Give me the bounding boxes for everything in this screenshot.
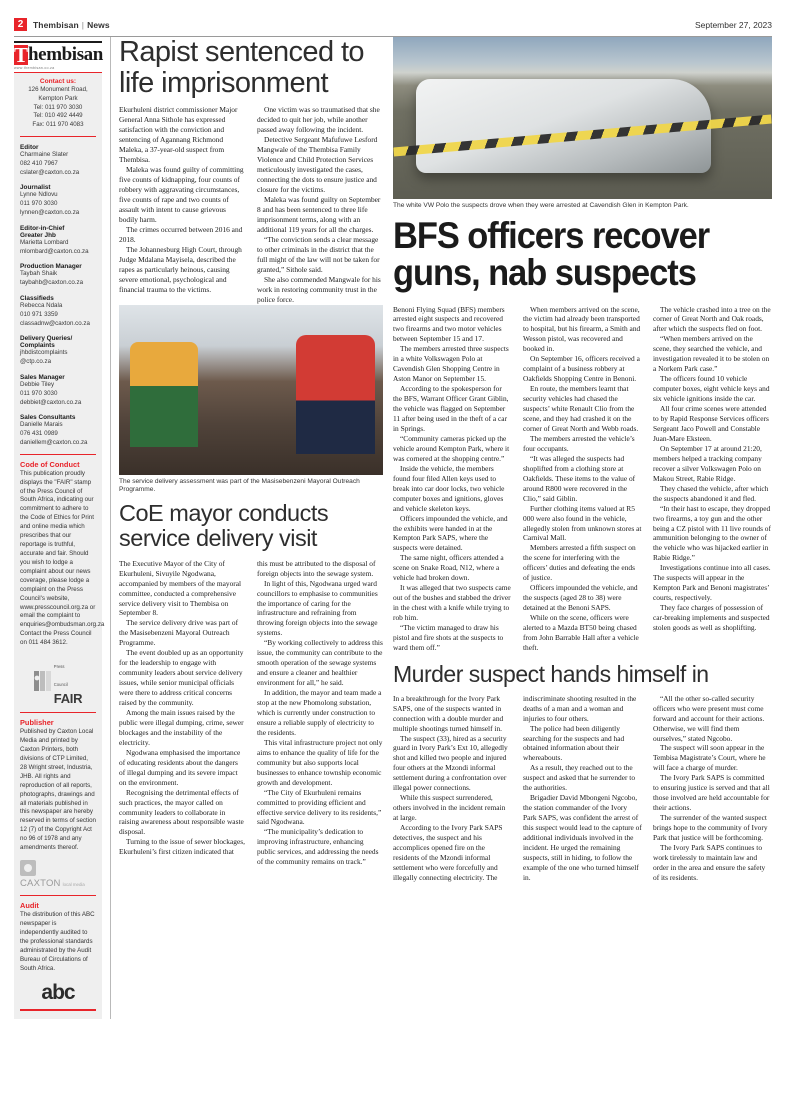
article-paragraph: They face charges of possession of car-breaking implements and suspected stolen goods as well as shoplifting.: [653, 603, 770, 633]
publisher-block: [20, 718, 96, 853]
page-number-badge: 2: [14, 18, 27, 31]
staff-entry: [20, 295, 96, 328]
staff-detail: jhbdistcomplaints: [20, 349, 68, 357]
article-rapist-headline: [119, 37, 383, 98]
rail-divider-2: [20, 454, 96, 455]
article-paragraph: The service delivery drive was part of the Masisebenzeni Mayoral Outreach Programme.: [119, 618, 239, 648]
article-paragraph: Inside the vehicle, the members found four filed Allen keys used to break into car door locks, two vehicle computer boxes and ignitions, gloves and vehicle skeleton keys.: [393, 463, 505, 513]
masthead-url: www.thembisan.co.za: [14, 66, 55, 70]
press-council-line2: Council: [53, 682, 68, 688]
masthead-rail: [14, 37, 110, 1019]
article-paragraph: While on the scene, officers were alerted to a Mazda BT50 being chased from John Barrable Hall after a vehicle theft.: [523, 613, 639, 652]
publisher-body: Published by Caxton Local Media and printed by Caxton Printers, both divisions of CTP Limited, 28 Wright street, Industria, JHB. All rights and reproduction of all reports, photographs, drawings and all materials published in this newspaper are hereby reserved in terms of section 12 (7) of the Copyright Act no 96 of 1978 and any amendments thereof.: [20, 728, 96, 852]
issue-date: September 27, 2023: [694, 19, 772, 30]
headline-line-1: Rapist sentenced to: [119, 36, 364, 68]
article-rapist: [119, 37, 383, 305]
article-paragraph: Investigations continue into all cases. The suspects will appear in the Kempton Park and Benoni magistrates’ courts, respectively.: [653, 563, 771, 603]
staff-detail: daniellem@caxton.co.za: [20, 438, 88, 446]
staff-detail: Marietta Lombard: [20, 238, 69, 246]
article-paragraph: Ngodwana emphasised the importance of educating residents about the dangers of illegal dumping and its severe impact on the environment.: [119, 747, 241, 787]
masthead-wordmark: hembisan: [28, 44, 103, 65]
article-paragraph: “By working collectively to address this issue, the community can contribute to the smooth operation of the sewage systems and ensure a cleaner and healthier environment for all,” he said.: [257, 638, 383, 688]
masthead-logo: [14, 37, 102, 73]
article-paragraph: The event doubled up as an opportunity for the leadership to engage with community leaders about service delivery issues, while senior municipal officials were there to address critical concerns raised by the community.: [119, 648, 244, 708]
code-of-conduct-heading: Code of Conduct: [20, 459, 80, 469]
audit-body: The distribution of this ABC newspaper is independently audited to the professional standards administrated by the Audit Bureau of Circulations of South Africa.: [20, 911, 95, 972]
article-paragraph: According to the spokesperson for the BFS, Warrant Officer Grant Giblin, the vehicle was flagged on September 11 after being used in the theft of a car in Springs.: [393, 384, 509, 433]
article-paragraph: Maleka was found guilty on September 8 and has been sentenced to three life imprisonment terms, along with an additional 119 years for all the charges.: [257, 195, 381, 234]
headline-line-2: life imprisonment: [119, 66, 328, 99]
article-rapist-body: [119, 105, 383, 304]
article-paragraph: It was alleged that two suspects came out of the bushes and stabbed the driver in the chest with a knife while trying to rob him.: [393, 583, 511, 623]
article-paragraph: The suspect will soon appear in the Tembisa Magistrate’s Court, where he will face a charge of murder.: [653, 743, 766, 773]
breadcrumb-section: News: [87, 19, 110, 30]
staff-role: Production Manager: [20, 263, 82, 271]
article-coe-body: [119, 559, 383, 868]
staff-detail: 010 971 3359: [20, 310, 58, 318]
staff-role: Classifieds: [20, 294, 54, 302]
staff-role: Editor: [20, 143, 39, 151]
code-of-conduct-block: [20, 459, 105, 648]
staff-detail: classadnw@caxton.co.za: [20, 319, 90, 327]
code-of-conduct-body: This publication proudly displays the "FAIR" stamp of the Press Council of South Africa, indicating our commitment to adhere to the Code of Ethics for Print and online media which prescribes that our reportage is truthful, accurate and fair. Should you wish to lodge a complaint about our news coverage, please lodge a complaint on the Press Council's website, www.presscouncil.org.za or email the complaint to enquiries@ombudsman.org.za Contact the Press Council on 011 484 3612.: [20, 469, 105, 647]
article-paragraph: Recognising the detrimental effects of such practices, the mayor called on community leaders to collaborate in raising awareness about responsible waste disposal.: [119, 787, 244, 837]
caxton-icon: [20, 860, 36, 876]
article-paragraph: Turning to the issue of sewer blockages, Ekurhuleni’s first citizen indicated that this must be attributed to the disposal of foreign objects into the sewage system.: [119, 558, 376, 857]
page-header: [0, 0, 786, 34]
coe-headline-line-1: CoE mayor conducts: [119, 499, 329, 526]
staff-detail: Rebecca Ndala: [20, 301, 63, 309]
staff-detail: cslater@caxton.co.za: [20, 168, 80, 176]
staff-detail: Debbie Tiley: [20, 380, 55, 388]
article-paragraph: Maleka was found guilty of committing five counts of kidnapping, four counts of robbery with aggravating circumstances, five counts of rape and two counts of assault with intent to cause grievous bodily harm.: [119, 165, 244, 224]
staff-detail: lynnen@caxton.co.za: [20, 208, 80, 216]
fair-stamp-word: FAIR: [53, 691, 83, 707]
staff-detail: 076 431 0989: [20, 430, 58, 438]
top-row: [119, 37, 772, 305]
bfs-headline-line-1: BFS officers recover: [393, 214, 710, 256]
rail-divider-3: [20, 712, 96, 713]
staff-detail: Danielle Marais: [20, 421, 63, 429]
article-paragraph: “Community cameras picked up the vehicle around Kempton Park, where it was cornered at the shopping centre.”: [393, 433, 510, 463]
masthead-initial: T: [14, 43, 29, 67]
article-paragraph: Brigadier David Mbongeni Ngcobo, the station commander of the Ivory Park SAPS, was confident the arrest of this suspect would lead to the capture of additional individuals involved in the incident. He urged the remaining suspects, still in hiding, to follow the example of the one who turned himself in.: [523, 793, 642, 882]
article-paragraph: All four crime scenes were attended to by Rapid Response Services officers Sergeant Jaco Powell and Constable Juan-Mare Eksteen.: [653, 404, 769, 443]
staff-detail: Taybah Shaik: [20, 270, 58, 278]
article-paragraph: Among the main issues raised by the public were illegal dumping, crime, sewer blockages and the instability of the electricity.: [119, 707, 244, 747]
staff-detail: 082 410 7967: [20, 159, 58, 167]
breadcrumb-separator: |: [81, 19, 85, 30]
article-paragraph: The Johannesburg High Court, through Judge Mdalana Mayisela, described the rapes as particularly heinous, causing severe emotional, psychological and financial trauma to the victims.: [119, 244, 242, 294]
article-paragraph: In addition, the mayor and team made a stop at the new Phomolong substation, which is currently under construction to ensure a reliable supply of electricity to the residents.: [257, 688, 382, 737]
article-paragraph: “The City of Ekurhuleni remains committed to providing efficient and effective service delivery to its residents,” said Ngodwana.: [257, 787, 382, 827]
publisher-heading: Publisher: [20, 718, 54, 728]
bfs-headline-line-2: guns, nab suspects: [393, 252, 696, 294]
article-paragraph: When members arrived on the scene, the victim had already been transported to hospital, but his firearm, a Smith and Wesson pistol, was recovered and booked in.: [523, 304, 641, 354]
article-paragraph: “The municipality’s dedication to improving infrastructure, enhancing public services, and addressing the needs of the community remains on track.”: [257, 827, 379, 867]
coe-headline-line-2: service delivery visit: [119, 525, 317, 552]
audit-block: [20, 901, 96, 1004]
caxton-subtitle: local media: [62, 882, 85, 888]
article-paragraph: The surrender of the wanted suspect brings hope to the community of Ivory Park that justice will be forthcoming.: [653, 813, 768, 843]
article-paragraph: The Executive Mayor of the City of Ekurhuleni, Sivuyile Ngodwana, accompanied by members of the mayoral committee, conducted a comprehensive service delivery visit to Thembisa on September 8.: [119, 558, 242, 618]
article-paragraph: “The conviction sends a clear message to other criminals in the district that the full might of the law will not be taken for granted,” Sithole said.: [257, 234, 380, 274]
staff-entry: [20, 335, 96, 367]
article-paragraph: One victim was so traumatised that she decided to quit her job, while another passed away following the incident.: [257, 105, 380, 135]
staff-entry: [20, 225, 96, 257]
outreach-figure: [119, 305, 383, 495]
article-paragraph: En route, the members learnt that security vehicles had chased the suspects’ white Renault Clio from the scene, and they had crashed it on the corner of Great North and Webb roads.: [523, 384, 639, 433]
car-photo-caption: The white VW Polo the suspects drove when they were arrested at Cavendish Glen in Kempton Park.: [393, 202, 689, 209]
article-paragraph: In light of this, Ngodwana urged ward councillors to emphasise to communities the importance of caring for the infrastructure and refraining from throwing foreign objects into the sewage systems.: [257, 578, 378, 638]
press-council-line1: Press: [53, 664, 65, 670]
contact-line: 126 Monument Road,: [28, 86, 88, 93]
header-breadcrumb: [33, 20, 110, 30]
rail-divider-4: [20, 895, 96, 896]
article-paragraph: The same night, officers attended a scene on Snake Road, N12, where a vehicle had broken down.: [393, 553, 504, 583]
contact-line: Kempton Park: [38, 94, 78, 102]
article-paragraph: Members arrested a fifth suspect on the scene for interfering with the officers’ duties and defeating the ends of justice.: [523, 543, 636, 583]
car-figure: [393, 37, 772, 211]
rail-divider-1: [20, 136, 96, 137]
article-paragraph: The members arrested the vehicle’s four occupants.: [523, 433, 635, 453]
article-paragraph: On September 16, officers received a complaint of a business robbery at Oakfields Shopping Centre in Benoni.: [523, 354, 640, 384]
article-paragraph: Ekurhuleni district commissioner Major General Anna Sithole has expressed satisfaction with the conviction and sentencing of Agannang Richmond Maleka, a 37-year-old suspect from Thembisa.: [119, 105, 238, 165]
staff-detail: Lynne Ndlovu: [20, 191, 58, 199]
staff-role: Editor-in-Chief Greater Jhb: [20, 224, 65, 239]
article-paragraph: “It was alleged the suspects had shoplifted from a clothing store at Oakfields. These items to the value of around R800 were recovered in the Clio,” said Giblin.: [523, 453, 636, 503]
article-paragraph: The Ivory Park SAPS continues to work tirelessly to maintain law and order in the area and ensure the safety of its residents.: [653, 843, 766, 882]
article-paragraph: As a result, they reached out to the suspect and asked that he surrender to the authorities.: [523, 763, 636, 793]
article-bfs: [393, 305, 772, 883]
staff-list: [20, 144, 96, 448]
article-murder-body: [393, 694, 772, 883]
article-paragraph: The officers found 10 vehicle computer boxes, eight vehicle keys and six vehicle ignitions inside the car.: [653, 374, 770, 404]
staff-detail: Charmaine Slater: [20, 150, 69, 158]
staff-role: Journalist: [20, 184, 51, 192]
article-coe: [119, 305, 383, 883]
article-paragraph: The crimes occurred between 2016 and 2018.: [119, 224, 243, 244]
contact-line: Tel: 011 970 3030: [33, 103, 83, 111]
article-bfs-headline: [393, 214, 745, 294]
article-paragraph: The Ivory Park SAPS is committed to ensuring justice is served and that all those involved are held accountable for their actions.: [653, 773, 770, 813]
staff-role: Delivery Queries/ Complaints: [20, 335, 73, 350]
article-paragraph: Officers impounded the vehicle, and the exhibits were handed in at the Kempton Park SAPS, where the suspects were detained.: [393, 513, 508, 553]
article-paragraph: She also commended Mangwale for his work in restoring community trust in the police force.: [257, 274, 381, 304]
article-paragraph: Further clothing items valued at R5 000 were also found in the vehicle, allegedly stolen from unknown stores at Carnival Mall.: [523, 503, 642, 543]
contact-line: Tel: 010 492 4449: [33, 112, 83, 120]
press-council-icon: [34, 670, 51, 692]
article-paragraph: According to the Ivory Park SAPS detectives, the suspect and his accomplices opened fire on the residents of the Mzondi informal settlement who were forcefully and illegally connecting electricity. The indiscriminate shooting resulted in the deaths of a man and a woman and injuries to four others.: [393, 693, 637, 882]
photo-block-car: [393, 37, 772, 305]
press-council-fair-logo: [20, 655, 96, 706]
article-paragraph: The police had been diligently searching for the suspects and had obtained information about their whereabouts.: [523, 723, 625, 763]
staff-role: Sales Manager: [20, 373, 65, 381]
article-bfs-body: [393, 305, 772, 653]
middle-row: [119, 305, 772, 883]
contact-block: [20, 78, 96, 130]
staff-detail: taybahb@caxton.co.za: [20, 279, 84, 287]
staff-entry: [20, 414, 96, 447]
main-content: [110, 37, 772, 1019]
contact-line: Fax: 011 970 4083: [32, 121, 84, 129]
article-paragraph: Officers impounded the vehicle, and the suspects (aged 28 to 38) were detained at the Benoni SAPS.: [523, 583, 638, 613]
staff-detail: 011 970 3030: [20, 200, 58, 208]
rail-bottom-rule: [20, 1009, 96, 1011]
article-paragraph: “When members arrived on the scene, they searched the vehicle, and investigation revealed it to be stolen on a Norkem Park case.”: [653, 334, 770, 374]
staff-entry: [20, 144, 96, 177]
article-coe-headline: [119, 501, 383, 552]
staff-detail: 011 970 3030: [20, 389, 58, 397]
abc-logo: abc: [41, 980, 75, 1004]
article-paragraph: This vital infrastructure project not only aims to enhance the quality of life for the community but also supports local businesses to enhance township economic growth and development.: [257, 737, 383, 787]
article-paragraph: The members arrested three suspects in a white Volkswagen Polo at Cavendish Glen Shopping Centre in Aston Manor on September 15.: [393, 344, 509, 384]
staff-entry: [20, 263, 96, 288]
article-paragraph: Benoni Flying Squad (BFS) members arrested eight suspects and recovered two firearms and two motor vehicles between September 15 and 17.: [393, 304, 505, 344]
article-paragraph: In a breakthrough for the Ivory Park SAPS, one of the suspects wanted in connection with a double murder and multiple shootings turned himself in.: [393, 693, 504, 733]
staff-detail: @ctp.co.za: [20, 358, 52, 366]
article-murder-headline: Murder suspect hands himself in: [393, 660, 709, 687]
contact-lines: [20, 86, 96, 130]
caxton-logo: [20, 860, 96, 889]
staff-detail: mlombard@caxton.co.za: [20, 247, 89, 255]
caxton-wordmark: CAXTON: [20, 878, 61, 890]
contact-heading: Contact us:: [39, 78, 77, 85]
press-council-label: [54, 655, 82, 706]
page-content: [0, 37, 786, 1019]
car-photo: [393, 37, 772, 199]
article-paragraph: On September 17 at around 21:20, members helped a tracking company recover a silver Volkswagen Polo on Makou Street, Rabie Ridge.: [653, 443, 762, 483]
staff-entry: [20, 374, 96, 407]
article-paragraph: Detective Sergeant Mafufuwe Lesford Mangwale of the Thembisa Family Violence and Child Protection Services meticulously investigated the cases, connecting the dots to ensure justice and closure for the victims.: [257, 135, 378, 195]
article-paragraph: They chased the vehicle, after which the suspects abandoned it and fled.: [653, 483, 769, 503]
outreach-photo-caption: The service delivery assessment was part of the Masisebenzeni Mayoral Outreach Programme.: [119, 477, 360, 494]
article-paragraph: The vehicle crashed into a tree on the corner of Great North and Oak roads, after which the suspects fled on foot.: [653, 304, 771, 334]
audit-heading: Audit: [20, 901, 39, 911]
article-paragraph: “In their hast to escape, they dropped two firearms, a toy gun and the other being a CZ pistol with 11 live rounds of ammunition belonging to the owner of the vehicle who was hijacked earlier in Rabie Ridge.”: [653, 503, 771, 563]
staff-role: Sales Consultants: [20, 414, 76, 422]
breadcrumb-publication: Thembisan: [33, 19, 79, 30]
article-paragraph: “All the other so-called security officers who were present must come forward and account for their actions. Otherwise, we will find them ourselves,” stated Ngcobo.: [653, 693, 765, 743]
article-paragraph: While this suspect surrendered, others involved in the incident remain at large.: [393, 793, 506, 823]
rail-info-box: [14, 73, 105, 1019]
outreach-photo: [119, 305, 383, 475]
staff-entry: [20, 184, 96, 217]
article-paragraph: The suspect (33), hired as a security guard in Ivory Park’s Ext 10, allegedly shot and killed two people and injured four others at the Mzondi informal settlement during a confrontation over illegal power connections.: [393, 733, 508, 793]
article-paragraph: “The victim managed to draw his pistol and fire shots at the suspects to ward them off.”: [393, 623, 504, 652]
staff-detail: debbiet@caxton.co.za: [20, 398, 82, 406]
